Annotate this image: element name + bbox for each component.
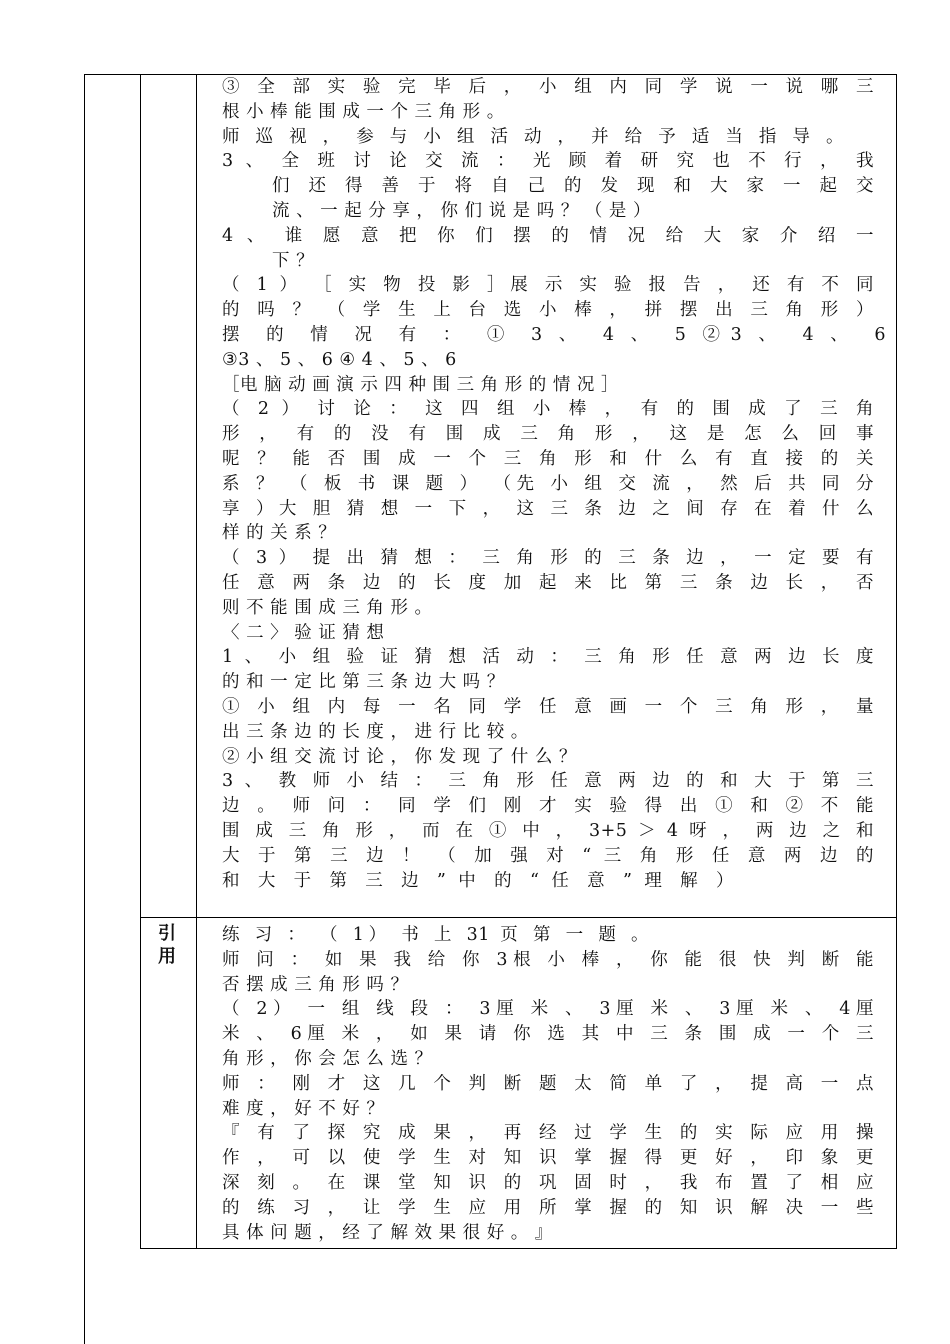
text-line: 享 ）大 胆 猜 想 一 下 ， 这 三 条 边 之 间 存 在 着 什 么 [222, 498, 874, 519]
table-left-border [84, 74, 85, 1344]
text-line: 的 和 一 定 比 第 三 条 边 大 吗 ？ [222, 672, 505, 693]
text-line: 则 不 能 围 成 三 角 形 。 [222, 597, 433, 618]
text-line: 形 ， 有 的 没 有 围 成 三 角 形 ， 这 是 怎 么 回 事 [222, 424, 874, 445]
column-divider-1 [140, 74, 141, 1249]
text-line: 练 习 ： （ 1） 书 上 31 页 第 一 题 。 [222, 925, 649, 945]
text-line: 否 摆 成 三 角 形 吗 ？ [222, 974, 409, 995]
row-divider [140, 917, 897, 918]
text-line: 师 ： 刚 才 这 几 个 判 断 题 太 简 单 了 ， 提 高 一 点 [222, 1073, 874, 1094]
text-line: 们 还 得 善 于 将 自 己 的 发 现 和 大 家 一 起 交 [272, 176, 874, 197]
table-bottom-border [140, 1248, 897, 1249]
text-line: 边 。 师 问 ： 同 学 们 刚 才 实 验 得 出 ① 和 ② 不 能 [222, 796, 874, 817]
table-right-border [896, 74, 897, 1249]
text-line: 摆 的 情 况 有 ： ① 3 、 4 、 5 ②3 、 4 、 6 [222, 324, 886, 345]
text-line: 出 三 条 边 的 长 度 ， 进 行 比 较 。 [222, 721, 529, 742]
text-line: 3 、 全 班 讨 论 交 流 ： 光 顾 着 研 究 也 不 行 ， 我 [222, 151, 874, 172]
text-line: 下 ？ [272, 250, 315, 271]
text-line: 样 的 关 系 ？ [222, 523, 337, 544]
text-line: 1 、 小 组 验 证 猜 想 活 动 ： 三 角 形 任 意 两 边 长 度 [222, 647, 874, 668]
text-line: 4 、 谁 愿 意 把 你 们 摆 的 情 况 给 大 家 介 绍 一 [222, 225, 874, 246]
text-line: ③3 、 5 、 6 ④ 4 、 5 、 6 [222, 349, 457, 370]
text-line: 米 、 6厘 米 ， 如 果 请 你 选 其 中 三 条 围 成 一 个 三 [222, 1024, 874, 1045]
text-line: （ 2） 一 组 线 段 ： 3厘 米 、 3厘 米 、 3厘 米 、 4厘 [222, 999, 874, 1020]
row-label-application [152, 922, 182, 968]
text-line: ② 小 组 交 流 讨 论 ， 你 发 现 了 什 么 ？ [222, 746, 577, 767]
text-line: ① 小 组 内 每 一 名 同 学 任 意 画 一 个 三 角 形 ， 量 [222, 696, 874, 717]
label-char: 引 [158, 923, 176, 944]
activity-section-text [222, 75, 886, 893]
text-line: （ 1 ） ［ 实 物 投 影 ］展 示 实 验 报 告 ， 还 有 不 同 [222, 275, 874, 296]
text-line: 师 问 ： 如 果 我 给 你 3根 小 棒 ， 你 能 很 快 判 断 能 [222, 949, 874, 970]
text-line: 难 度 ， 好 不 好 ？ [222, 1098, 385, 1119]
section-heading: 〈 二 〉 验 证 猜 想 [222, 622, 385, 643]
text-line: 系 ？ （ 板 书 课 题 ） （先 小 组 交 流 ， 然 后 共 同 分 [222, 473, 874, 494]
text-line: ③ 全 部 实 验 完 毕 后 ， 小 组 内 同 学 说 一 说 哪 三 [222, 77, 874, 97]
text-line: 具 体 问 题 ， 经 了 解 效 果 很 好 。 』 [222, 1222, 553, 1243]
text-line: 的 练 习 ， 让 学 生 应 用 所 掌 握 的 知 识 解 决 一 些 [222, 1197, 874, 1218]
text-line: 大 于 第 三 边 ！ （ 加 强 对 “ 三 角 形 任 意 两 边 的 [222, 845, 874, 866]
text-line: 角 形 ， 你 会 怎 么 选 ？ [222, 1048, 433, 1069]
column-divider-2 [196, 74, 197, 1249]
text-line: 流 、 一 起 分 享 ， 你 们 说 是 吗 ？ （ 是 ） [272, 200, 651, 221]
text-line: 深 刻 。 在 课 堂 知 识 的 巩 固 时 ， 我 布 置 了 相 应 [222, 1172, 874, 1193]
practice-section-text [222, 923, 874, 1245]
text-line: 『 有 了 探 究 成 果 ， 再 经 过 学 生 的 实 际 应 用 操 [222, 1123, 874, 1144]
text-line: 围 成 三 角 形 ， 而 在 ① 中 ， 3+5 ＞ 4 呀 ， 两 边 之 和 [222, 820, 874, 841]
text-line: 呢 ？ 能 否 围 成 一 个 三 角 形 和 什 么 有 直 接 的 关 [222, 448, 874, 469]
text-line: 和 大 于 第 三 边 ” 中 的 “ 任 意 ” 理 解 ） [222, 870, 734, 891]
text-line: 3 、 教 师 小 结 ： 三 角 形 任 意 两 边 的 和 大 于 第 三 [222, 771, 874, 792]
text-line: 师 巡 视 ， 参 与 小 组 活 动 ， 并 给 予 适 当 指 导 。 [222, 126, 844, 147]
text-line: 根 小 棒 能 围 成 一 个 三 角 形 。 [222, 101, 505, 122]
label-char: 用 [158, 946, 176, 967]
text-line: （ 2 ） 讨 论 ： 这 四 组 小 棒 ， 有 的 围 成 了 三 角 [222, 399, 874, 420]
text-line: 的 吗 ？ （ 学 生 上 台 选 小 棒 ， 拼 摆 出 三 角 形 ） [222, 300, 874, 321]
text-line: （ 3 ） 提 出 猜 想 ： 三 角 形 的 三 条 边 ， 一 定 要 有 [222, 548, 874, 569]
text-line: 作 ， 可 以 使 学 生 对 知 识 掌 握 得 更 好 ， 印 象 更 [222, 1148, 874, 1169]
text-line: 任 意 两 条 边 的 长 度 加 起 来 比 第 三 条 边 长 ， 否 [222, 572, 874, 593]
text-line: ［电 脑 动 画 演 示 四 种 围 三 角 形 的 情 况 ］ [222, 374, 619, 395]
